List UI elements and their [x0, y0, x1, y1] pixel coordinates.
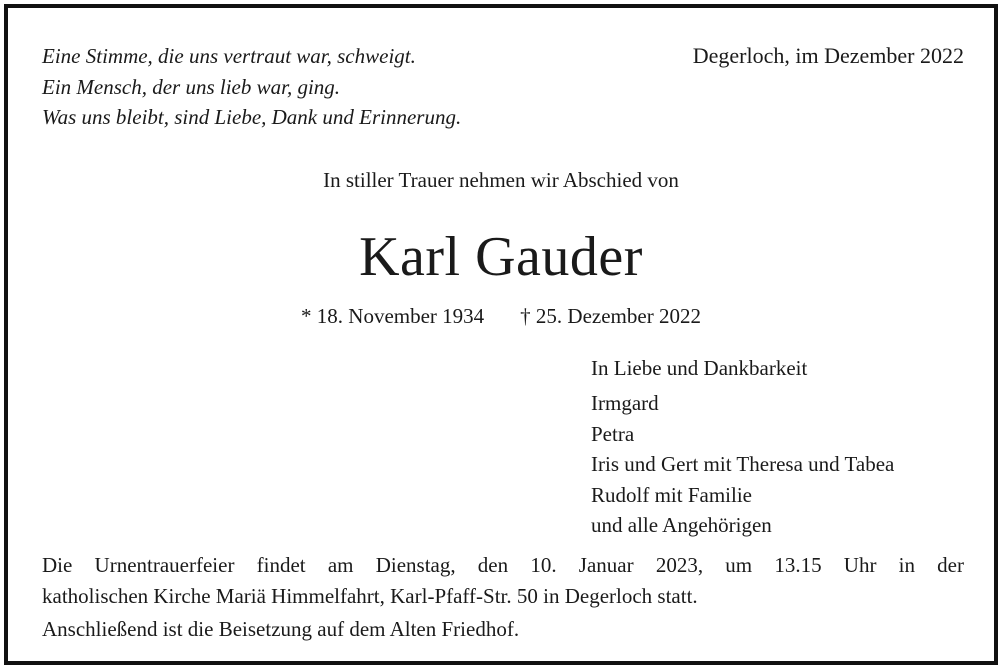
mourners-list: [591, 388, 894, 541]
ceremony-line: katholischen Kirche Mariä Himmelfahrt, Karl-Pfaff-Str. 50 in Degerloch statt.: [42, 584, 698, 608]
mourner-name: Iris und Gert mit Theresa und Tabea: [591, 452, 895, 476]
memorial-quote: [42, 41, 461, 133]
mourner-name: Petra: [591, 421, 635, 446]
place-date: Degerloch, im Dezember 2022: [692, 43, 964, 68]
mourner-name: Rudolf mit Familie: [591, 482, 752, 507]
mourner-name: und alle Angehörigen: [591, 513, 772, 537]
death-date: † 25. Dezember 2022: [520, 304, 701, 328]
mourner-name: Irmgard: [591, 391, 659, 415]
deceased-name: Karl Gauder: [359, 226, 643, 288]
mourners-block: [591, 356, 894, 541]
life-dates: [8, 304, 994, 329]
quote-line: Was uns bleibt, sind Liebe, Dank und Erinnerung.: [42, 105, 462, 129]
ceremony-info: [42, 550, 964, 612]
ceremony-line: Die Urnentrauerfeier findet am Dienstag, den 10. Januar 2023, um 13.15 Uhr in der: [42, 553, 964, 577]
obituary-notice: [4, 4, 998, 665]
mourners-heading: In Liebe und Dankbarkeit: [591, 356, 808, 380]
quote-line: Ein Mensch, der uns lieb war, ging.: [42, 74, 341, 99]
burial-info: Anschließend ist die Beisetzung auf dem Alten Friedhof.: [42, 617, 520, 641]
birth-date: * 18. November 1934: [301, 304, 485, 328]
quote-line: Eine Stimme, die uns vertraut war, schweigt.: [42, 44, 416, 68]
intro-text: In stiller Trauer nehmen wir Abschied von: [323, 168, 679, 192]
